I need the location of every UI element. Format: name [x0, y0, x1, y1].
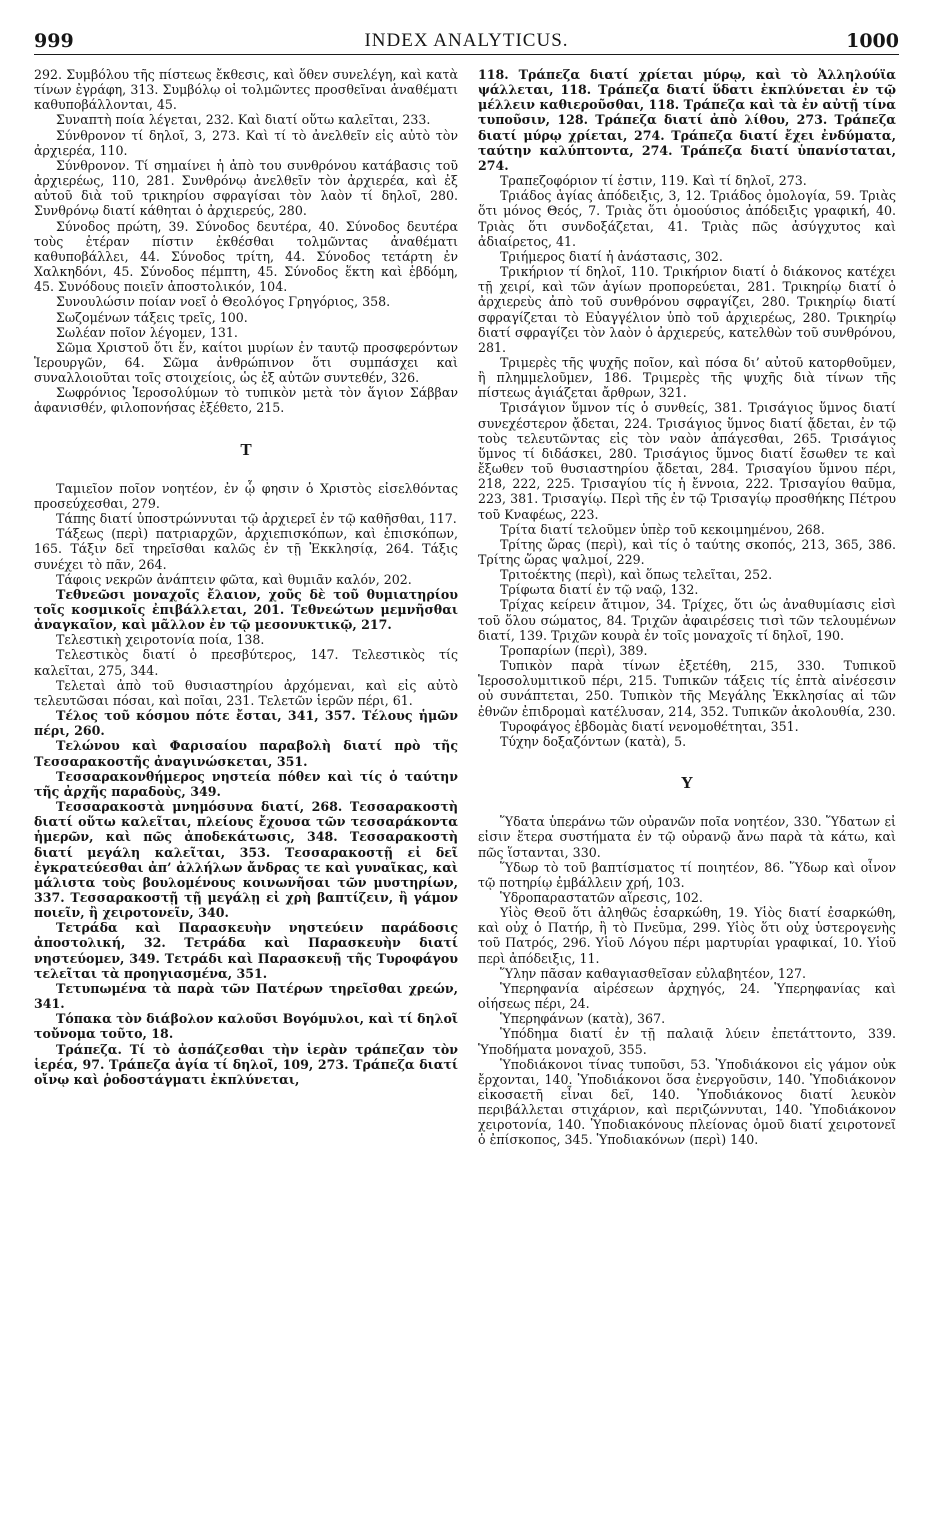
index-entry: Σύνθρονον τί δηλοῖ, 3, 273. Καὶ τί τὸ ἀνελθεῖν εἰς αὐτὸ τὸν ἀρχιερέα, 110. [34, 127, 458, 158]
index-entry: Σωζομένων τάξεις τρεῖς, 100. [56, 309, 248, 325]
index-entry: Τελεστικὴ χειροτονία ποία, 138. [56, 632, 265, 648]
index-entry: Συναπτὴ ποία λέγεται, 232. Καὶ διατί οὕτω καλεῖται, 233. [56, 112, 431, 128]
index-entry: Τεσσαρακοστὰ μνημόσυνα διατί, 268. Τεσσαρακοστὴ διατί οὕτω καλεῖται, πλείους ἔχουσα τῶν τεσσαράκοντα ἡμερῶν, καὶ πῶς ἀποδεκάτωσις, 348. Τεσσαρακοστὴ διατί μεγάλη καλεῖται, 353. Τεσσαρακοστῇ εἰ δεῖ ἐγκρατεύεσθαι ἀπ’ ἀλλήλων ἄνδρας τε καὶ γυναῖκας, καὶ μάλιστα τοὺς βουλομένους κοινωνῆσαι τῶν μυστηρίων, 337. Τεσσαρακοστῇ τῇ μεγάλῃ εἰ χρὴ βαπτίζειν, ἢ γάμον ποιεῖν, ἢ χειροτονεῖν, 340. [34, 799, 458, 921]
index-entry: Ὑδροπαραστατῶν αἵρεσις, 102. [500, 889, 703, 905]
section-letter-t: Τ [240, 439, 252, 459]
index-entry: Τρίφωτα διατί ἐν τῷ ναῷ, 132. [500, 582, 699, 598]
index-entry: Ὕδατα ὑπεράνω τῶν οὐρανῶν ποῖα νοητέον, 330. Ὕδατων εἰ εἰσιν ἕτερα συστήματα ἐν τῷ οὐρανῷ ἄνω παρὰ τὰ κάτω, καὶ πῶς ἵστανται, 330. [478, 814, 896, 860]
index-entry: Τριτοέκτης (περὶ), καὶ ὅπως τελεῖται, 252. [500, 567, 773, 583]
index-entry: Ὑπόδημα διατί ἐν τῇ παλαιᾷ λύειν ἐπετάττοντο, 339. Ὑποδήματα μοναχοῦ, 355. [478, 1026, 896, 1057]
index-entry: Ὑποδιάκονοι τίνας τυποῦσι, 53. Ὑποδιάκονοι εἰς γάμον οὐκ ἔρχονται, 140. Ὑποδιάκονοι ὅσα ἐνεργοῦσιν, 140. Ὑποδιάκονον εἰκοσαετῆ εἶναι δεῖ, 140. Ὑποδιάκονος διατί λευκὸν περιβάλλεται στιχάριον, καὶ περιζώννυται, 140. Ὑποδιάκονον χειροτονία, 140. Ὑποδιακόνους πλείονας ὁμοῦ διατί χειροτονεῖ ὁ ἐπίσκοπος, 345. Ὑποδιακόνων (περὶ) 140. [478, 1056, 896, 1148]
index-entry: Τελεταὶ ἀπὸ τοῦ θυσιαστηρίου ἀρχόμεναι, καὶ εἰς αὐτὸ τελευτῶσαι πόσαι, καὶ ποῖαι, 231. Τελετῶν ἱερῶν πέρι, 61. [34, 677, 458, 708]
index-entry: Σύνθρονον. Τί σημαίνει ἡ ἀπὸ του συνθρόνου κατάβασις τοῦ ἀρχιερέως, 110, 281. Συνθρόνῳ ἀνελθεῖν τὸν ἀρχιερέα, καὶ ἐξ αὐτοῦ διὰ τοῦ τρικηρίου σφραγίσαι τὸν λαὸν τί δηλοῖ, 280. Συνθρόνῳ διατί κάθηται ὁ ἀρχιερεύς, 280. [34, 157, 458, 219]
index-entry: Τρίχας κείρειν ἄτιμον, 34. Τρίχες, ὅτι ὡς ἀναθυμίασις εἰσὶ τοῦ ὅλου σώματος, 84. Τριχῶν ἀφαιρέσεις τισὶ τῶν τελουμένων διατί, 139. Τριχῶν κουρὰ ἐν τοῖς μοναχοῖς τί δηλοῖ, 190. [478, 597, 896, 643]
index-entry: Τριμερὲς τῆς ψυχῆς ποῖον, καὶ πόσα δι’ αὐτοῦ κατορθοῦμεν, ἢ πλημμελοῦμεν, 186. Τριμερὲς τῆς ψυχῆς διὰ τίνων τῆς πίστεως ἁγιάζεται ἄρθρων, 321. [478, 354, 896, 401]
index-entry: Τετυπωμένα τὰ παρὰ τῶν Πατέρων τηρεῖσθαι χρεών, 341. [34, 980, 458, 1012]
index-entry: Τέλος τοῦ κόσμου πότε ἔσται, 341, 357. Τέλους ἡμῶν πέρι, 260. [34, 708, 458, 739]
index-entry: Τρίτης ὥρας (περὶ), καὶ τίς ὁ ταύτης σκοπός, 213, 365, 386. Τρίτης ὥρας ψαλμοί, 229. [478, 536, 896, 567]
index-entry: Ταμιεῖον ποῖον νοητέον, ἐν ᾧ φησιν ὁ Χριστὸς εἰσελθόντας προσεύχεσθαι, 279. [34, 480, 458, 511]
page-number-right: 1000 [846, 30, 899, 52]
index-entry: 118. Τράπεζα διατί χρίεται μύρῳ, καὶ τὸ Ἀλληλούϊα ψάλλεται, 118. Τράπεζα διατί ὕδατι ἐκπλύνεται ἐν τῷ μέλλειν καθιεροῦσθαι, 118. Τράπεζα καὶ τὰ ἐν αὐτῇ τίνα τυποῦσιν, 128. Τράπεζα διατί ἀπὸ λίθου, 273. Τράπεζα διατί μύρῳ χρίεται, 274. Τράπεζα διατί ἔχει ἐνδύματα, ταύτην καλύπτοντα, 274. Τράπεζα διατί ὑπανίσταται, 274. [478, 67, 896, 173]
section-letter-u: Υ [680, 773, 694, 793]
index-entry: 292. Συμβόλου τῆς πίστεως ἔκθεσις, καὶ ὅθεν συνελέγη, καὶ κατὰ τίνων ἐγράφη, 313. Συμβόλῳ οἱ τολμῶντες προσθεῖναι ἀναθέματι καθυποβάλλονται, 45. [34, 67, 458, 113]
index-entry: Σῶμα Χριστοῦ ὅτι ἕν, καίτοι μυρίων ἐν ταυτῷ προσφερόντων Ἱερουργῶν, 64. Σῶμα ἀνθρώπινον ὅτι συμπάσχει καὶ συναλλοιοῦται τοῖς στοιχείοις, ὡς ἐξ αὐτῶν συντεθέν, 326. [34, 339, 458, 386]
index-entry: Τόπακα τὸν διάβολον καλοῦσι Βογόμυλοι, καὶ τί δηλοῖ τοὔνομα τοῦτο, 18. [34, 1011, 458, 1042]
index-entry: Τράπεζα. Τί τὸ ἀσπάζεσθαι τὴν ἱερὰν τράπεζαν τὸν ἱερέα, 97. Τράπεζα ἁγία τί δηλοῖ, 109, 273. Τράπεζα διατί οἴνῳ καὶ ῥοδοστάγματι ἐκπλύνεται, [34, 1041, 458, 1087]
right-column [478, 67, 896, 1148]
left-column [34, 67, 458, 1087]
index-entry: Τεσσαρακονθήμερος νηστεία πόθεν καὶ τίς ὁ ταύτην τῆς ἀρχῆς παραδοὺς, 349. [34, 768, 458, 799]
index-entry: Σύνοδος πρώτη, 39. Σύνοδος δευτέρα, 40. Σύνοδος δευτέρα τοὺς ἑτέραν πίστιν ἐκθέσθαι τολμῶντας ἀναθέματι καθυποβάλλει, 44. Σύνοδος τρίτη, 44. Σύνοδος τετάρτη ἐν Χαλκηδόνι, 45. Σύνοδος πέμπτη, 45. Σύνοδος ἕκτη καὶ ἑβδόμη, 45. Συνόδους ποιεῖν ἀποστολικόν, 104. [34, 218, 458, 295]
index-entry: Ὑπερηφάνων (κατὰ), 367. [500, 1011, 666, 1027]
page-number-left: 999 [34, 30, 74, 52]
index-entry: Σωλέαν ποῖον λέγομεν, 131. [56, 324, 238, 340]
index-entry: Τάπης διατί ὑποστρώννυται τῷ ἀρχιερεῖ ἐν τῷ καθῆσθαι, 117. [56, 511, 457, 527]
index-entry: Τριάδος ἁγίας ἀπόδειξις, 3, 12. Τριάδος ὁμολογία, 59. Τριὰς ὅτι μόνος Θεός, 7. Τριὰς ὅτι ὁμοούσιος ἀπόδειξις γραφική, 40. Τριὰς ὅτι συνδοξάζεται, 41. Τριὰς πῶς ἀσύγχυτος καὶ ἀδιαίρετος, 41. [478, 188, 896, 249]
index-entry: Τυπικὸν παρὰ τίνων ἐξετέθη, 215, 330. Τυπικοῦ Ἱεροσολυμιτικοῦ πέρι, 215. Τυπικῶν τάξεις τίς ἑπτὰ αἰνέσεσιν οὐ συνάπτεται, 250. Τυπικὸν τῆς Μεγάλης Ἐκκλησίας αἱ τῶν ἐθνῶν ἐπιδρομαὶ κατέλυσαν, 214, 352. Τυπικῶν ἀκολουθία, 230. [478, 658, 896, 719]
index-entry: Υἱὸς Θεοῦ ὅτι ἀληθῶς ἐσαρκώθη, 19. Υἱὸς διατί ἐσαρκώθη, καὶ οὐχ ὁ Πατήρ, ἢ τὸ Πνεῦμα, 299. Υἱὸς ὅτι οὐχ ὑστερογενὴς τοῦ Πατρός, 296. Υἱοῦ Λόγου πέρι μαρτυρίαι γραφικαί, 10. Υἱοῦ περὶ ἀπόδειξις, 11. [478, 905, 896, 966]
index-entry: Τάξεως (περὶ) πατριαρχῶν, ἀρχιεπισκόπων, καὶ ἐπισκόπων, 165. Τάξιν δεῖ τηρεῖσθαι καλῶς ἐν τῇ Ἐκκλησίᾳ, 264. Τάξις συνέχει τὸ πᾶν, 264. [34, 526, 458, 572]
index-entry: Τριήμερος διατί ἡ ἀνάστασις, 302. [500, 248, 723, 264]
running-head [34, 30, 899, 55]
index-entry: Τελεστικὸς διατί ὁ πρεσβύτερος, 147. Τελεστικὸς τίς καλεῖται, 275, 344. [34, 647, 458, 678]
index-entry: Συνουλώσιν ποίαν νοεῖ ὁ Θεολόγος Γρηγόριος, 358. [56, 294, 391, 310]
index-entry: Τεθνεῶσι μοναχοῖς ἔλαιον, χοῦς δὲ τοῦ θυμιατηρίου τοῖς κοσμικοῖς ἐπιβάλλεται, 201. Τεθνεώτων μεμνῆσθαι ἀναγκαῖον, καὶ μᾶλλον ἐν τῷ μεσονυκτικῷ, 217. [34, 586, 458, 633]
index-entry: Τύχην δοξαζόντων (κατὰ), 5. [500, 733, 687, 749]
index-entry: Ὕλην πᾶσαν καθαγιασθεῖσαν εὐλαβητέον, 127. [500, 965, 806, 981]
index-entry: Τυροφάγος ἑβδομὰς διατί νενομοθέτηται, 351. [500, 718, 799, 734]
index-entry: Τελώνου καὶ Φαρισαίου παραβολὴ διατί πρὸ τῆς Τεσσαρακοστῆς ἀναγινώσκεται, 351. [34, 738, 458, 769]
index-entry: Σωφρόνιος Ἱεροσολύμων τὸ τυπικὸν μετὰ τὸν ἅγιον Σάββαν ἀφανισθέν, φιλοπονήσας ἐξέθετο, 215. [34, 385, 458, 416]
index-entry: Τρίτα διατί τελοῦμεν ὑπὲρ τοῦ κεκοιμημένου, 268. [500, 521, 825, 537]
index-entry: Τρικήριον τί δηλοῖ, 110. Τρικήριον διατί ὁ διάκονος κατέχει τῇ χειρί, καὶ τῶν ἁγίων προπορεύεται, 281. Τρικηρίῳ διατί ὁ ἀρχιερεὺς ἀπὸ τοῦ συνθρόνου σφραγίζει, 280. Τρικηρίῳ διατί σφραγίζεται τὸ Εὐαγγέλιον ὑπὸ τοῦ ἀρχιερέως, 280. Τρικηρίῳ διατί σφραγίζει τὸν λαὸν ὁ ἀρχιερεύς, κατελθὼν τοῦ συνθρόνου, 281. [478, 264, 896, 355]
page-title: INDEX ANALYTICUS. [364, 30, 569, 51]
index-entry: Τροπαρίων (περὶ), 389. [500, 642, 648, 658]
index-entry: Ὕδωρ τὸ τοῦ βαπτίσματος τί ποιητέον, 86. Ὕδωρ καὶ οἶνον τῷ ποτηρίῳ ἐμβάλλειν χρή, 103. [478, 859, 896, 890]
index-entry: Τρισάγιον ὕμνον τίς ὁ συνθείς, 381. Τρισάγιος ὕμνος διατί συνεχέστερον ᾄδεται, 224. Τρισάγιος ὕμνος διατί ᾄδεται, ἐν τῷ τοὺς τελευτῶντας εἰς τὸν ναὸν ἀπάγεσθαι, 265. Τρισάγιος ὕμνος τί διδάσκει, 280. Τρισάγιος ὕμνος διατί ἔσωθεν τε καὶ ἔξωθεν τοῦ θυσιαστηρίου ᾄδεται, 284. Τρισαγίου ὕμνου πέρι, 218, 222, 225. Τρισαγίου τίς ἡ ἔννοια, 222. Τρισαγίου θαῦμα, 223, 381. Τρισαγίῳ. Περὶ τῆς ἐν τῷ Τρισαγίῳ προσθήκης Πέτρου τοῦ Κναφέως, 223. [478, 400, 896, 522]
index-entry: Ὑπερηφανία αἱρέσεων ἀρχηγός, 24. Ὑπερηφανίας καὶ οἰήσεως πέρι, 24. [478, 980, 896, 1012]
index-entry: Τετράδα καὶ Παρασκευὴν νηστεύειν παράδοσις ἀποστολική, 32. Τετράδα καὶ Παρασκευὴν διατί νηστεύομεν, 349. Τετράδι καὶ Παρασκευῇ τῆς Τυροφάγου τελεῖται τὰ προηγιασμένα, 351. [34, 920, 458, 981]
index-entry: Τραπεζοφόριον τί ἐστιν, 119. Καὶ τί δηλοῖ, 273. [500, 173, 807, 189]
index-entry: Τάφοις νεκρῶν ἀνάπτειν φῶτα, καὶ θυμιᾶν καλόν, 202. [56, 571, 412, 587]
